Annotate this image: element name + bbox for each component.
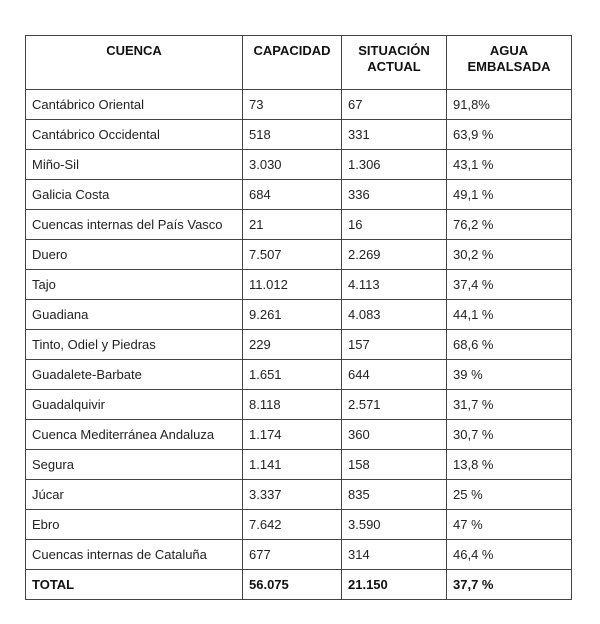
cell-situacion-actual: 2.571: [342, 390, 447, 420]
header-agua-embalsada: AGUA EMBALSADA: [447, 36, 572, 90]
cell-cuenca: Duero: [26, 240, 243, 270]
cell-situacion-actual: 67: [342, 90, 447, 120]
header-row: [26, 36, 572, 90]
cell-cuenca: Guadiana: [26, 300, 243, 330]
cell-capacidad: 21: [243, 210, 342, 240]
total-capacidad: 56.075: [243, 570, 342, 600]
cell-cuenca: Cantábrico Oriental: [26, 90, 243, 120]
cell-situacion-actual: 331: [342, 120, 447, 150]
cell-capacidad: 3.030: [243, 150, 342, 180]
cell-situacion-actual: 644: [342, 360, 447, 390]
cell-cuenca: Guadalquivir: [26, 390, 243, 420]
cell-capacidad: 9.261: [243, 300, 342, 330]
cell-situacion-actual: 314: [342, 540, 447, 570]
cell-cuenca: Ebro: [26, 510, 243, 540]
cell-agua-embalsada: 31,7 %: [447, 390, 572, 420]
reservoir-table: [25, 35, 572, 600]
table-row: [26, 90, 572, 120]
cell-agua-embalsada: 25 %: [447, 480, 572, 510]
cell-cuenca: Tajo: [26, 270, 243, 300]
cell-agua-embalsada: 76,2 %: [447, 210, 572, 240]
cell-agua-embalsada: 37,4 %: [447, 270, 572, 300]
cell-capacidad: 7.507: [243, 240, 342, 270]
table-row: [26, 150, 572, 180]
cell-situacion-actual: 4.113: [342, 270, 447, 300]
cell-capacidad: 1.651: [243, 360, 342, 390]
table-row: [26, 360, 572, 390]
cell-cuenca: Júcar: [26, 480, 243, 510]
cell-agua-embalsada: 47 %: [447, 510, 572, 540]
cell-situacion-actual: 4.083: [342, 300, 447, 330]
header-situacion-actual: SITUACIÓN ACTUAL: [342, 36, 447, 90]
cell-cuenca: Tinto, Odiel y Piedras: [26, 330, 243, 360]
cell-capacidad: 8.118: [243, 390, 342, 420]
cell-situacion-actual: 2.269: [342, 240, 447, 270]
cell-agua-embalsada: 39 %: [447, 360, 572, 390]
table-row: [26, 390, 572, 420]
cell-agua-embalsada: 63,9 %: [447, 120, 572, 150]
cell-agua-embalsada: 68,6 %: [447, 330, 572, 360]
table-row: [26, 420, 572, 450]
cell-cuenca: Guadalete-Barbate: [26, 360, 243, 390]
cell-agua-embalsada: 91,8%: [447, 90, 572, 120]
total-label: TOTAL: [26, 570, 243, 600]
cell-cuenca: Segura: [26, 450, 243, 480]
table-row: [26, 510, 572, 540]
cell-capacidad: 684: [243, 180, 342, 210]
cell-capacidad: 677: [243, 540, 342, 570]
cell-agua-embalsada: 46,4 %: [447, 540, 572, 570]
cell-agua-embalsada: 30,2 %: [447, 240, 572, 270]
cell-situacion-actual: 336: [342, 180, 447, 210]
cell-cuenca: Cuencas internas de Cataluña: [26, 540, 243, 570]
cell-cuenca: Cantábrico Occidental: [26, 120, 243, 150]
table-row: [26, 480, 572, 510]
cell-cuenca: Cuenca Mediterránea Andaluza: [26, 420, 243, 450]
cell-cuenca: Miño-Sil: [26, 150, 243, 180]
table-row: [26, 120, 572, 150]
cell-capacidad: 1.141: [243, 450, 342, 480]
cell-situacion-actual: 360: [342, 420, 447, 450]
total-row: [26, 570, 572, 600]
cell-agua-embalsada: 44,1 %: [447, 300, 572, 330]
table-row: [26, 180, 572, 210]
total-situacion-actual: 21.150: [342, 570, 447, 600]
header-cuenca: CUENCA: [26, 36, 243, 90]
cell-agua-embalsada: 43,1 %: [447, 150, 572, 180]
cell-capacidad: 1.174: [243, 420, 342, 450]
table-body: [26, 90, 572, 570]
cell-situacion-actual: 835: [342, 480, 447, 510]
table-row: [26, 210, 572, 240]
cell-cuenca: Galicia Costa: [26, 180, 243, 210]
table-row: [26, 450, 572, 480]
cell-situacion-actual: 158: [342, 450, 447, 480]
cell-situacion-actual: 3.590: [342, 510, 447, 540]
cell-capacidad: 7.642: [243, 510, 342, 540]
cell-agua-embalsada: 49,1 %: [447, 180, 572, 210]
table-row: [26, 300, 572, 330]
header-capacidad: CAPACIDAD: [243, 36, 342, 90]
cell-capacidad: 11.012: [243, 270, 342, 300]
cell-situacion-actual: 16: [342, 210, 447, 240]
cell-agua-embalsada: 30,7 %: [447, 420, 572, 450]
table-row: [26, 330, 572, 360]
cell-situacion-actual: 1.306: [342, 150, 447, 180]
cell-cuenca: Cuencas internas del País Vasco: [26, 210, 243, 240]
cell-capacidad: 518: [243, 120, 342, 150]
table-row: [26, 270, 572, 300]
table-row: [26, 540, 572, 570]
cell-capacidad: 73: [243, 90, 342, 120]
table-row: [26, 240, 572, 270]
cell-capacidad: 3.337: [243, 480, 342, 510]
cell-situacion-actual: 157: [342, 330, 447, 360]
cell-agua-embalsada: 13,8 %: [447, 450, 572, 480]
total-agua-embalsada: 37,7 %: [447, 570, 572, 600]
cell-capacidad: 229: [243, 330, 342, 360]
